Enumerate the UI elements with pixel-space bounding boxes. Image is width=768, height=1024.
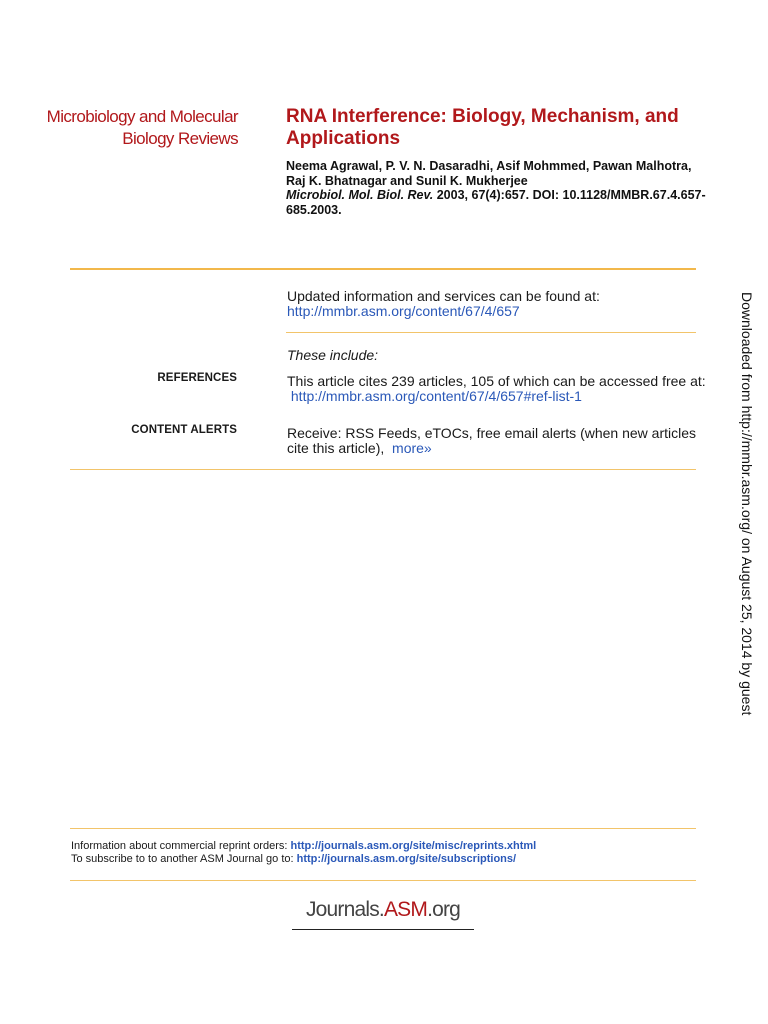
article-citation [286,159,706,217]
updated-info [287,289,707,319]
logo-asm: ASM [383,898,428,921]
content-alerts-text: Receive: RSS Feeds, eTOCs, free email alerts (when new articles cite this article), [287,425,697,456]
references-label: REFERENCES [157,372,237,384]
journal-name [47,106,238,150]
journal-abbreviation: Microbiol. Mol. Biol. Rev. [286,188,434,202]
divider [70,469,696,470]
references-text-block [287,374,707,404]
content-alerts-text-block [287,426,707,456]
logo-underline [292,929,474,930]
divider [70,268,696,270]
article-link[interactable]: http://mmbr.asm.org/content/67/4/657 [287,303,520,319]
reprints-line [71,840,536,853]
subscribe-line [71,853,536,866]
content-alerts-label: CONTENT ALERTS [131,424,237,436]
subscribe-link[interactable]: http://journals.asm.org/site/subscriptions/ [296,852,517,865]
download-watermark: Downloaded from http://mmbr.asm.org/ on August 25, 2014 by guest [739,292,755,716]
article-authors: Neema Agrawal, P. V. N. Dasaradhi, Asif Mohmmed, Pawan Malhotra, Raj K. Bhatnagar and Sunil K. Mukherjee [286,159,692,188]
divider [286,332,696,333]
reprints-text: Information about commercial reprint orders: [71,840,288,852]
logo-suffix: .org [427,898,461,921]
reprints-link[interactable]: http://journals.asm.org/site/misc/reprints.xhtml [290,840,537,852]
journal-name-line1: Microbiology and Molecular [46,107,238,126]
subscribe-text: To subscribe to to another ASM Journal go to: [71,852,294,865]
footer-info [71,840,536,865]
references-link[interactable]: http://mmbr.asm.org/content/67/4/657#ref-list-1 [290,388,582,404]
divider [70,880,696,881]
references-text: This article cites 239 articles, 105 of which can be accessed free at: [287,373,706,389]
citation-details: 2003, 67(4):657. DOI: 10.1128/MMBR.67.4.657-685.2003. [286,188,706,217]
article-title: RNA Interference: Biology, Mechanism, and Applications [286,106,679,149]
journal-name-line2: Biology Reviews [122,129,238,148]
updated-info-text: Updated information and services can be found at: [287,288,600,304]
includes-heading: These include: [287,347,379,363]
journals-asm-logo[interactable] [292,898,474,922]
divider [70,828,696,829]
logo-prefix: Journals. [305,898,384,921]
more-link[interactable]: more» [392,440,432,456]
